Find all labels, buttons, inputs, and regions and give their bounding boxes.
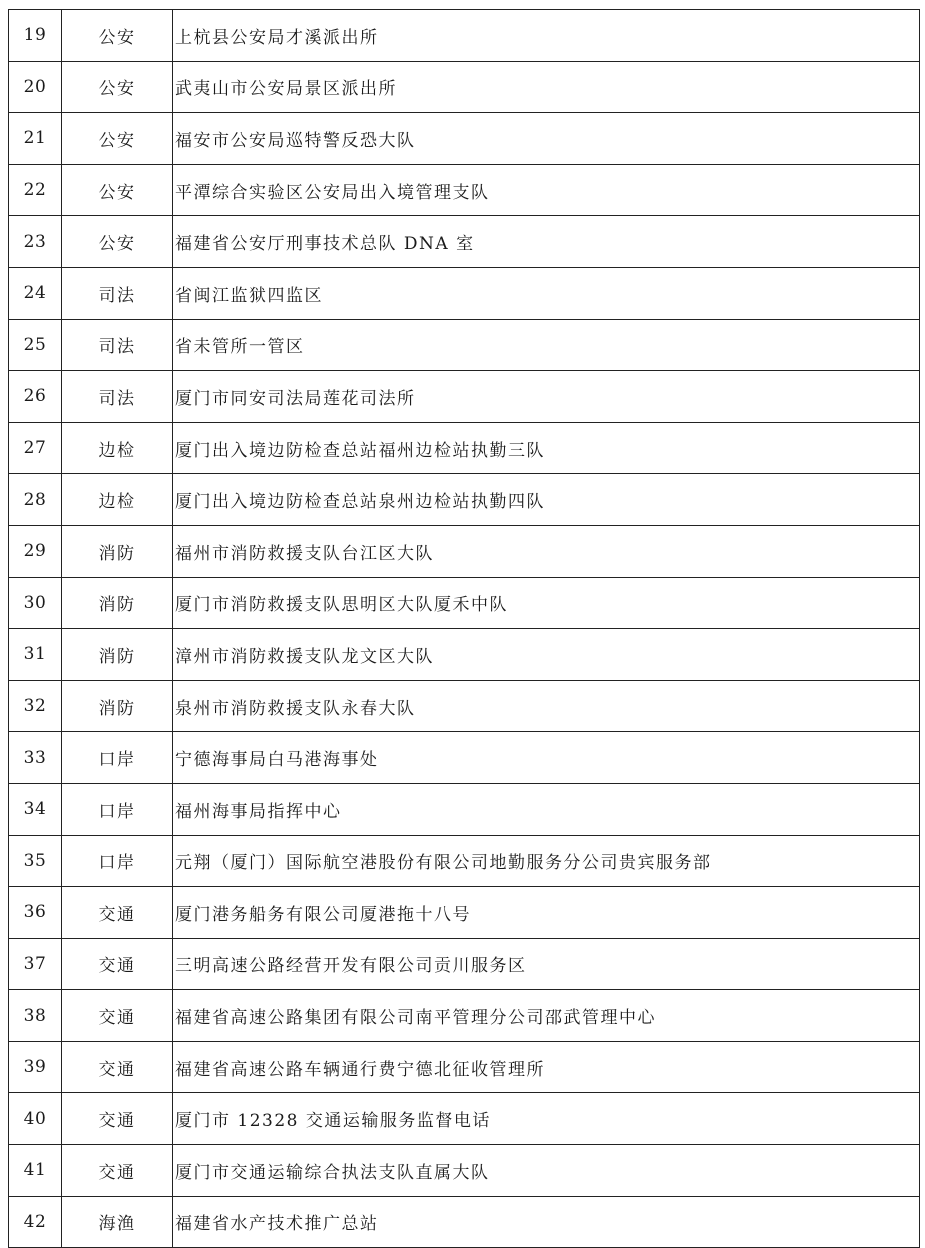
row-unit-cell: 厦门港务船务有限公司厦港拖十八号 (173, 887, 920, 939)
row-unit-cell: 福建省水产技术推广总站 (173, 1196, 920, 1248)
row-category-cell: 交通 (62, 1093, 173, 1145)
row-category-cell: 消防 (62, 629, 173, 681)
row-unit-cell: 厦门出入境边防检查总站福州边检站执勤三队 (173, 422, 920, 474)
row-category-cell: 公安 (62, 10, 173, 62)
row-category-cell: 消防 (62, 577, 173, 629)
table-row (9, 577, 920, 629)
table-row (9, 267, 920, 319)
row-unit-cell: 宁德海事局白马港海事处 (173, 732, 920, 784)
row-number-cell: 36 (9, 887, 62, 939)
row-category-cell: 交通 (62, 938, 173, 990)
row-number-cell: 21 (9, 113, 62, 165)
table-row (9, 1093, 920, 1145)
row-category-cell: 公安 (62, 113, 173, 165)
table-row (9, 319, 920, 371)
table-row (9, 938, 920, 990)
row-number-cell: 35 (9, 835, 62, 887)
row-number-cell: 25 (9, 319, 62, 371)
row-category-cell: 司法 (62, 267, 173, 319)
row-number-cell: 29 (9, 525, 62, 577)
row-unit-cell: 平潭综合实验区公安局出入境管理支队 (173, 164, 920, 216)
row-category-cell: 海渔 (62, 1196, 173, 1248)
row-category-cell: 边检 (62, 474, 173, 526)
table-row (9, 1145, 920, 1197)
row-category-cell: 口岸 (62, 732, 173, 784)
row-category-cell: 交通 (62, 1145, 173, 1197)
table-row (9, 732, 920, 784)
row-category-cell: 边检 (62, 422, 173, 474)
row-number-cell: 34 (9, 783, 62, 835)
row-number-cell: 40 (9, 1093, 62, 1145)
table-row (9, 680, 920, 732)
row-number-cell: 33 (9, 732, 62, 784)
table-row (9, 216, 920, 268)
row-unit-cell: 元翔（厦门）国际航空港股份有限公司地勤服务分公司贵宾服务部 (173, 835, 920, 887)
row-number-cell: 32 (9, 680, 62, 732)
row-unit-cell: 上杭县公安局才溪派出所 (173, 10, 920, 62)
table-row (9, 990, 920, 1042)
row-unit-cell: 厦门市 12328 交通运输服务监督电话 (173, 1093, 920, 1145)
row-category-cell: 消防 (62, 680, 173, 732)
table-row (9, 887, 920, 939)
row-unit-cell: 福建省公安厅刑事技术总队 DNA 室 (173, 216, 920, 268)
row-unit-cell: 厦门市消防救援支队思明区大队厦禾中队 (173, 577, 920, 629)
row-number-cell: 20 (9, 61, 62, 113)
row-unit-cell: 福州海事局指挥中心 (173, 783, 920, 835)
row-number-cell: 19 (9, 10, 62, 62)
row-number-cell: 27 (9, 422, 62, 474)
row-unit-cell: 泉州市消防救援支队永春大队 (173, 680, 920, 732)
table-row (9, 474, 920, 526)
row-unit-cell: 福州市消防救援支队台江区大队 (173, 525, 920, 577)
table-row (9, 164, 920, 216)
row-number-cell: 30 (9, 577, 62, 629)
row-number-cell: 26 (9, 371, 62, 423)
table-row (9, 1041, 920, 1093)
row-unit-cell: 厦门市交通运输综合执法支队直属大队 (173, 1145, 920, 1197)
row-category-cell: 公安 (62, 61, 173, 113)
row-category-cell: 消防 (62, 525, 173, 577)
row-unit-cell: 厦门市同安司法局莲花司法所 (173, 371, 920, 423)
table-row (9, 629, 920, 681)
row-unit-cell: 武夷山市公安局景区派出所 (173, 61, 920, 113)
row-unit-cell: 省未管所一管区 (173, 319, 920, 371)
units-table-body (9, 10, 920, 1248)
row-category-cell: 司法 (62, 371, 173, 423)
row-number-cell: 42 (9, 1196, 62, 1248)
table-row (9, 10, 920, 62)
row-category-cell: 公安 (62, 164, 173, 216)
row-category-cell: 交通 (62, 1041, 173, 1093)
row-number-cell: 38 (9, 990, 62, 1042)
row-category-cell: 公安 (62, 216, 173, 268)
units-table (8, 9, 920, 1248)
row-category-cell: 司法 (62, 319, 173, 371)
table-row (9, 113, 920, 165)
row-number-cell: 24 (9, 267, 62, 319)
row-category-cell: 口岸 (62, 835, 173, 887)
row-number-cell: 22 (9, 164, 62, 216)
table-row (9, 1196, 920, 1248)
table-row (9, 525, 920, 577)
row-number-cell: 41 (9, 1145, 62, 1197)
table-row (9, 61, 920, 113)
table-row (9, 835, 920, 887)
row-unit-cell: 福建省高速公路车辆通行费宁德北征收管理所 (173, 1041, 920, 1093)
row-unit-cell: 省闽江监狱四监区 (173, 267, 920, 319)
row-unit-cell: 福建省高速公路集团有限公司南平管理分公司邵武管理中心 (173, 990, 920, 1042)
row-category-cell: 口岸 (62, 783, 173, 835)
row-unit-cell: 漳州市消防救援支队龙文区大队 (173, 629, 920, 681)
table-row (9, 783, 920, 835)
row-number-cell: 37 (9, 938, 62, 990)
table-row (9, 422, 920, 474)
row-unit-cell: 厦门出入境边防检查总站泉州边检站执勤四队 (173, 474, 920, 526)
row-unit-cell: 三明高速公路经营开发有限公司贡川服务区 (173, 938, 920, 990)
row-number-cell: 39 (9, 1041, 62, 1093)
table-row (9, 371, 920, 423)
row-unit-cell: 福安市公安局巡特警反恐大队 (173, 113, 920, 165)
row-number-cell: 23 (9, 216, 62, 268)
row-number-cell: 28 (9, 474, 62, 526)
row-category-cell: 交通 (62, 887, 173, 939)
row-category-cell: 交通 (62, 990, 173, 1042)
row-number-cell: 31 (9, 629, 62, 681)
